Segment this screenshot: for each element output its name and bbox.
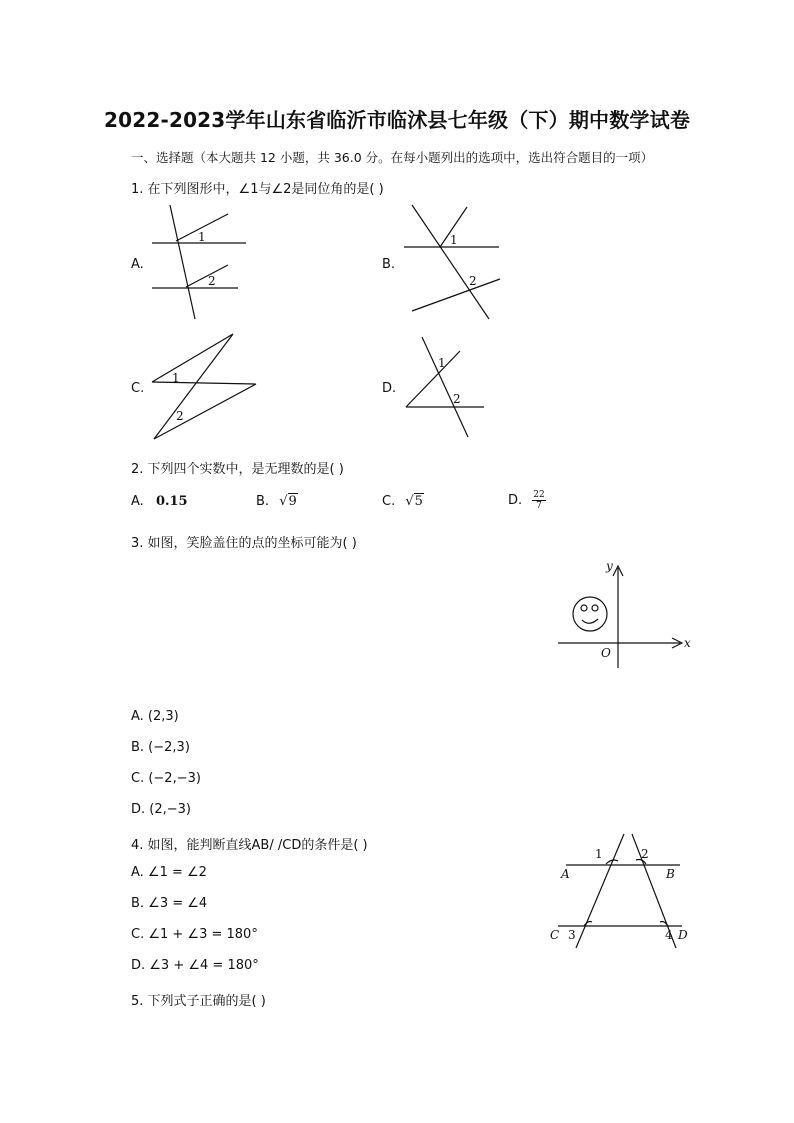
angle-arc-3 <box>584 922 592 927</box>
page-title: 2022-2023学年山东省临沂市临沭县七年级（下）期中数学试卷 <box>103 108 691 132</box>
q4-option-d[interactable]: D. ∠3 + ∠4 = 180° <box>131 958 259 973</box>
q4-option-c[interactable]: C. ∠1 + ∠3 = 180° <box>131 927 258 942</box>
fraction-numerator: 22 <box>533 490 545 500</box>
q1-figure-d <box>402 335 486 439</box>
question-5-text: 5. 下列式子正确的是( ) <box>131 994 266 1009</box>
q1-figure-b <box>400 203 502 321</box>
section-header: 一、选择题（本大题共 12 小题，共 36.0 分。在每小题列出的选项中，选出符合题目的一项） <box>131 150 654 165</box>
point-label-c: C <box>550 928 560 942</box>
fraction-denominator: 7 <box>536 501 542 511</box>
q3-option-a[interactable]: A. (2,3) <box>131 709 179 724</box>
figure-line <box>152 382 256 384</box>
q2-option-c-label: C. <box>382 494 396 509</box>
origin-label: O <box>601 646 611 660</box>
q1-figure-a <box>148 203 248 321</box>
q1-figure-c <box>148 332 260 444</box>
angle-label-1: 1 <box>450 233 458 247</box>
q2-option-d-fraction <box>532 490 545 511</box>
angle-label-2: 2 <box>641 847 649 861</box>
q2-option-a-label: A. <box>131 494 144 509</box>
q1-option-a-label[interactable]: A. <box>131 257 144 272</box>
figure-line <box>406 351 460 407</box>
angle-label-4: 4 <box>665 928 673 942</box>
figure-line <box>170 205 195 319</box>
figure-line <box>154 334 233 439</box>
figure-line <box>152 334 233 382</box>
q3-option-b[interactable]: B. (−2,3) <box>131 740 190 755</box>
q4-option-b[interactable]: B. ∠3 = ∠4 <box>131 896 208 911</box>
q1-option-b-label[interactable]: B. <box>382 257 396 272</box>
q3-option-c[interactable]: C. (−2,−3) <box>131 771 201 786</box>
q2-option-b-label: B. <box>256 494 270 509</box>
x-axis-label: x <box>684 636 691 650</box>
point-label-d: D <box>678 928 688 942</box>
q2-option-b[interactable] <box>256 494 298 509</box>
q3-option-d[interactable]: D. (2,−3) <box>131 802 191 817</box>
q2-option-d[interactable] <box>508 490 546 511</box>
q2-option-d-label: D. <box>508 493 523 508</box>
q4-option-a[interactable]: A. ∠1 = ∠2 <box>131 865 207 880</box>
angle-label-1: 1 <box>172 371 180 385</box>
angle-label-2: 2 <box>453 392 461 406</box>
q2-option-c-sqrt: √5 <box>405 494 423 509</box>
q2-option-b-sqrt: √9 <box>279 494 297 509</box>
q4-parallel-lines-figure <box>548 830 698 952</box>
angle-arc-4 <box>660 922 668 927</box>
figure-line <box>186 265 228 287</box>
q1-option-c-label[interactable]: C. <box>131 381 145 396</box>
angle-label-3: 3 <box>568 928 576 942</box>
question-1-text: 1. 在下列图形中，∠1与∠2是同位角的是( ) <box>131 182 384 197</box>
point-label-b: B <box>666 867 675 881</box>
angle-label-1: 1 <box>595 847 603 861</box>
figure-line <box>154 384 256 439</box>
angle-label-1: 1 <box>198 230 206 244</box>
q3-coordinate-figure <box>556 556 696 672</box>
figure-line <box>412 205 489 319</box>
q2-option-a-value: 0.15 <box>155 494 188 509</box>
angle-label-1: 1 <box>438 356 446 370</box>
angle-label-2: 2 <box>469 274 477 288</box>
point-label-a: A <box>561 867 570 881</box>
y-axis-label: y <box>606 559 613 573</box>
question-4-text: 4. 如图，能判断直线AB/ /CD的条件是( ) <box>131 838 368 853</box>
angle-label-2: 2 <box>176 409 184 423</box>
question-3-text: 3. 如图，笑脸盖住的点的坐标可能为( ) <box>131 536 357 551</box>
q2-option-a[interactable] <box>131 494 188 509</box>
smiley-face-icon <box>573 597 607 631</box>
q2-option-b-radicand: 9 <box>288 494 297 509</box>
question-2-text: 2. 下列四个实数中，是无理数的是( ) <box>131 462 344 477</box>
q1-option-d-label[interactable]: D. <box>382 381 397 396</box>
angle-label-2: 2 <box>208 274 216 288</box>
figure-line <box>422 337 468 437</box>
figure-line <box>412 279 500 311</box>
q2-option-c[interactable] <box>382 494 424 509</box>
q2-option-c-radicand: 5 <box>414 494 423 509</box>
